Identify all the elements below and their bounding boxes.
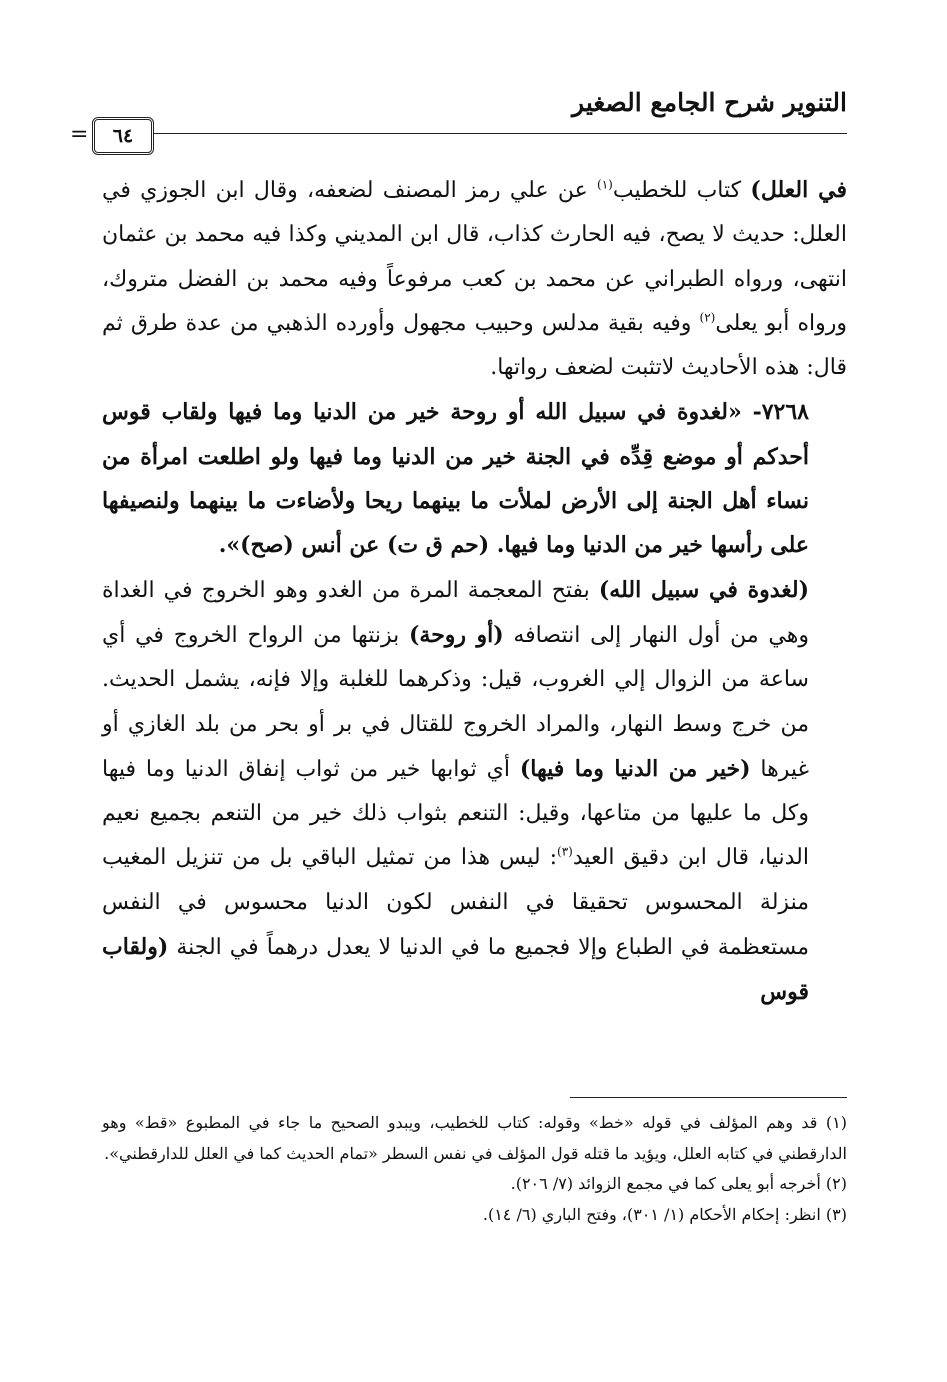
hadith-7268: ٧٢٦٨- «لغدوة في سبيل الله أو روحة خير من الدنيا وما فيها ولقاب قوس أحدكم أو موضع قِدِّه في الجنة خير من الدنيا وما فيها ولو اطلعت امرأة من نساء أهل الجنة إلى الأرض لملأت ما بينهما ريحا ولأضاءت ما بينهما ولنصيفها على رأسها خير من الدنيا وما فيها. (حم ق ت) عن أنس (صح)». <box>102 399 809 559</box>
bold-term: (ولقاب قوس <box>102 934 809 1006</box>
footnote-rule <box>570 1097 847 1098</box>
footnote-2: (٢) أخرجه أبو يعلى كما في مجمع الزوائد (٧/ ٢٠٦). <box>510 1174 847 1193</box>
footnote-ref-1[interactable]: (١) <box>597 177 613 192</box>
header-rule <box>138 133 847 134</box>
text-run: أي ثوابها خير من ثواب إنفاق الدنيا وما فيها وكل ما عليها من متاعها، وقيل: التنعم بثواب ذلك خير من التنعم بجميع نعيم الدنيا، قال ابن دقيق العيد <box>102 756 809 871</box>
page-number-box <box>92 117 154 155</box>
bold-term: (خير من الدنيا وما فيها) <box>519 755 751 782</box>
header-mark: = <box>70 122 89 147</box>
text-run: بفتح المعجمة المرة من الغدو وهو الخروج في الغداة وهي من أول النهار إلى انتصافه <box>102 577 809 648</box>
text-run: بزنتها من الرواح الخروج في أي ساعة من الزوال إلي الغروب، قيل: وذكرهما للغلبة وإلا فإنه، يشمل الحديث. من خرج وسط النهار، والمراد الخروج للقتال في بر أو بحر من بلد الغازي أو غيرها <box>102 622 809 782</box>
footnote-ref-3[interactable]: (٣) <box>557 845 573 860</box>
main-text <box>102 168 847 1016</box>
text-run: عن علي رمز المصنف لضعفه، وقال ابن الجوزي في العلل: حديث لا يصح، فيه الحارث كذاب، قال ابن المديني وكذا فيه محمد بن عثمان انتهى، ورواه الطبراني عن محمد بن كعب مرفوعاً وفيه محمد بن الفضل متروك، ورواه أبو يعلى <box>102 178 847 336</box>
page-number: ٦٤ <box>112 125 134 147</box>
text-run: وفيه بقية مدلس وحبيب مجهول وأورده الذهبي من عدة طرق ثم قال: هذه الأحاديث لاتثبت لضعف رواتها. <box>102 310 847 381</box>
bold-term: في العلل) <box>750 177 847 203</box>
footnote-ref-2[interactable]: (٢) <box>699 310 716 325</box>
bold-term: (لغدوة في سبيل الله) <box>598 576 810 603</box>
commentary-paragraph-1 <box>102 168 847 390</box>
text-run: كتاب للخطيب <box>612 178 751 203</box>
footnote-1: (١) قد وهم المؤلف في قوله «خط» وقوله: كتاب للخطيب، ويبدو الصحيح ما جاء في المطبوع «قط» وهو الدارقطني في كتابه العلل، ويؤيد ما قتله قول المؤلف في نفس السطر «تمام الحديث كما في العلل للدارقطني». <box>102 1113 847 1163</box>
text-run: : ليس هذا من تمثيل الباقي بل من تنزيل المغيب منزلة المحسوس تحقيقا في النفس لكون الدنيا محسوس في النفس مستعظمة في الطباع وإلا فجميع ما في الدنيا لا يعدل درهماً في الجنة <box>102 845 809 961</box>
footnote-3: (٣) انظر: إحكام الأحكام (١/ ٣٠١)، وفتح الباري (٦/ ١٤). <box>482 1204 847 1224</box>
bold-term: (أو روحة) <box>408 621 504 648</box>
footnotes <box>102 1108 847 1230</box>
commentary-paragraph-2 <box>102 568 847 1016</box>
running-title: التنوير شرح الجامع الصغير <box>572 88 847 117</box>
